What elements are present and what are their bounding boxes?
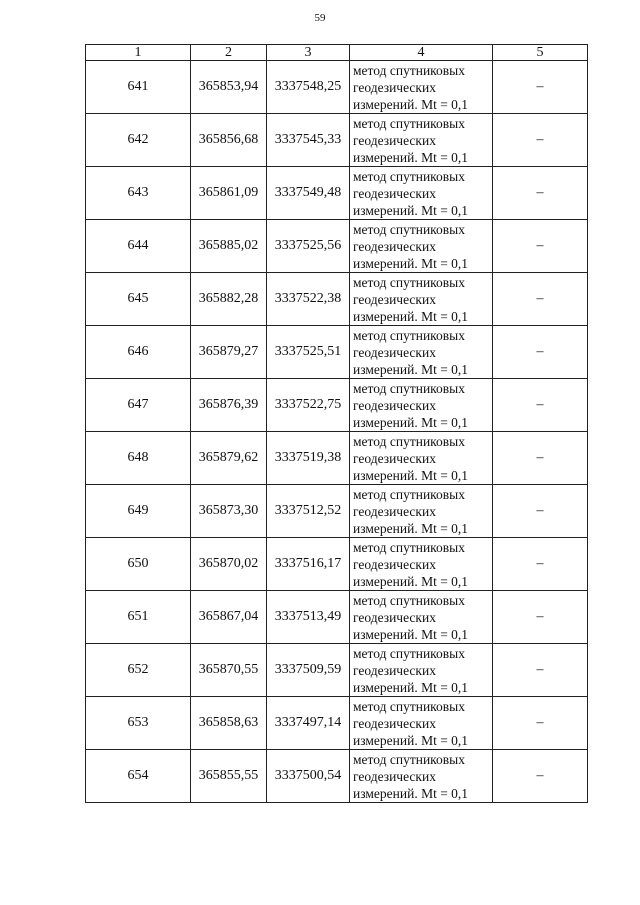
method-line: метод спутниковых bbox=[353, 751, 465, 767]
method-line: геодезических bbox=[353, 79, 436, 95]
table-row bbox=[86, 167, 588, 220]
method-cell bbox=[350, 750, 493, 803]
method-line: геодезических bbox=[353, 503, 436, 519]
method-cell bbox=[350, 326, 493, 379]
x-coordinate-cell: 365853,94 bbox=[191, 61, 267, 114]
note-cell: – bbox=[493, 697, 588, 750]
y-coordinate-cell: 3337512,52 bbox=[267, 485, 350, 538]
method-cell bbox=[350, 644, 493, 697]
method-line: измерений. Mt = 0,1 bbox=[353, 96, 469, 112]
point-number-cell: 650 bbox=[86, 538, 191, 591]
table-header-row bbox=[86, 45, 588, 61]
method-line: геодезических bbox=[353, 291, 436, 307]
table-body bbox=[86, 61, 588, 803]
method-line: измерений. Mt = 0,1 bbox=[353, 467, 469, 483]
y-coordinate-cell: 3337549,48 bbox=[267, 167, 350, 220]
table-row bbox=[86, 591, 588, 644]
method-line: измерений. Mt = 0,1 bbox=[353, 732, 469, 748]
method-cell bbox=[350, 538, 493, 591]
point-number-cell: 653 bbox=[86, 697, 191, 750]
table-row bbox=[86, 379, 588, 432]
method-line: метод спутниковых bbox=[353, 62, 465, 78]
method-cell bbox=[350, 114, 493, 167]
method-line: геодезических bbox=[353, 185, 436, 201]
table-row bbox=[86, 220, 588, 273]
method-line: измерений. Mt = 0,1 bbox=[353, 202, 469, 218]
method-line: геодезических bbox=[353, 715, 436, 731]
method-cell bbox=[350, 61, 493, 114]
method-line: метод спутниковых bbox=[353, 486, 465, 502]
header-col-2: 2 bbox=[191, 45, 267, 61]
y-coordinate-cell: 3337509,59 bbox=[267, 644, 350, 697]
y-coordinate-cell: 3337545,33 bbox=[267, 114, 350, 167]
method-cell bbox=[350, 220, 493, 273]
x-coordinate-cell: 365870,55 bbox=[191, 644, 267, 697]
x-coordinate-cell: 365885,02 bbox=[191, 220, 267, 273]
method-line: геодезических bbox=[353, 609, 436, 625]
method-line: измерений. Mt = 0,1 bbox=[353, 626, 469, 642]
method-line: метод спутниковых bbox=[353, 115, 465, 131]
method-line: метод спутниковых bbox=[353, 592, 465, 608]
method-line: измерений. Mt = 0,1 bbox=[353, 308, 469, 324]
method-line: геодезических bbox=[353, 768, 436, 784]
note-cell: – bbox=[493, 591, 588, 644]
method-line: метод спутниковых bbox=[353, 539, 465, 555]
table-row bbox=[86, 750, 588, 803]
method-line: метод спутниковых bbox=[353, 221, 465, 237]
point-number-cell: 647 bbox=[86, 379, 191, 432]
note-cell: – bbox=[493, 61, 588, 114]
method-line: метод спутниковых bbox=[353, 380, 465, 396]
note-cell: – bbox=[493, 644, 588, 697]
header-col-4: 4 bbox=[350, 45, 493, 61]
method-line: геодезических bbox=[353, 662, 436, 678]
method-line: метод спутниковых bbox=[353, 168, 465, 184]
point-number-cell: 651 bbox=[86, 591, 191, 644]
method-cell bbox=[350, 167, 493, 220]
method-cell bbox=[350, 591, 493, 644]
y-coordinate-cell: 3337513,49 bbox=[267, 591, 350, 644]
point-number-cell: 644 bbox=[86, 220, 191, 273]
point-number-cell: 643 bbox=[86, 167, 191, 220]
y-coordinate-cell: 3337519,38 bbox=[267, 432, 350, 485]
point-number-cell: 641 bbox=[86, 61, 191, 114]
x-coordinate-cell: 365873,30 bbox=[191, 485, 267, 538]
method-line: измерений. Mt = 0,1 bbox=[353, 255, 469, 271]
method-line: измерений. Mt = 0,1 bbox=[353, 785, 469, 801]
method-cell bbox=[350, 432, 493, 485]
method-line: геодезических bbox=[353, 556, 436, 572]
table-row bbox=[86, 485, 588, 538]
note-cell: – bbox=[493, 220, 588, 273]
y-coordinate-cell: 3337525,56 bbox=[267, 220, 350, 273]
table-row bbox=[86, 114, 588, 167]
x-coordinate-cell: 365879,62 bbox=[191, 432, 267, 485]
note-cell: – bbox=[493, 326, 588, 379]
table-row bbox=[86, 273, 588, 326]
point-number-cell: 654 bbox=[86, 750, 191, 803]
y-coordinate-cell: 3337548,25 bbox=[267, 61, 350, 114]
point-number-cell: 652 bbox=[86, 644, 191, 697]
note-cell: – bbox=[493, 432, 588, 485]
y-coordinate-cell: 3337497,14 bbox=[267, 697, 350, 750]
method-line: измерений. Mt = 0,1 bbox=[353, 414, 469, 430]
note-cell: – bbox=[493, 273, 588, 326]
x-coordinate-cell: 365882,28 bbox=[191, 273, 267, 326]
note-cell: – bbox=[493, 750, 588, 803]
method-line: метод спутниковых bbox=[353, 645, 465, 661]
method-line: геодезических bbox=[353, 344, 436, 360]
y-coordinate-cell: 3337516,17 bbox=[267, 538, 350, 591]
table-row bbox=[86, 697, 588, 750]
method-line: метод спутниковых bbox=[353, 698, 465, 714]
x-coordinate-cell: 365876,39 bbox=[191, 379, 267, 432]
method-line: геодезических bbox=[353, 238, 436, 254]
point-number-cell: 649 bbox=[86, 485, 191, 538]
table-row bbox=[86, 538, 588, 591]
method-line: измерений. Mt = 0,1 bbox=[353, 573, 469, 589]
x-coordinate-cell: 365858,63 bbox=[191, 697, 267, 750]
y-coordinate-cell: 3337522,75 bbox=[267, 379, 350, 432]
table-row bbox=[86, 644, 588, 697]
coordinates-table bbox=[85, 44, 588, 803]
point-number-cell: 645 bbox=[86, 273, 191, 326]
method-line: геодезических bbox=[353, 132, 436, 148]
x-coordinate-cell: 365879,27 bbox=[191, 326, 267, 379]
header-col-1: 1 bbox=[86, 45, 191, 61]
method-line: метод спутниковых bbox=[353, 327, 465, 343]
table-row bbox=[86, 432, 588, 485]
table-row bbox=[86, 326, 588, 379]
x-coordinate-cell: 365861,09 bbox=[191, 167, 267, 220]
method-line: измерений. Mt = 0,1 bbox=[353, 679, 469, 695]
point-number-cell: 646 bbox=[86, 326, 191, 379]
note-cell: – bbox=[493, 114, 588, 167]
x-coordinate-cell: 365867,04 bbox=[191, 591, 267, 644]
x-coordinate-cell: 365855,55 bbox=[191, 750, 267, 803]
x-coordinate-cell: 365856,68 bbox=[191, 114, 267, 167]
header-col-3: 3 bbox=[267, 45, 350, 61]
y-coordinate-cell: 3337522,38 bbox=[267, 273, 350, 326]
page-number: 59 bbox=[314, 12, 326, 24]
method-line: измерений. Mt = 0,1 bbox=[353, 149, 469, 165]
y-coordinate-cell: 3337500,54 bbox=[267, 750, 350, 803]
x-coordinate-cell: 365870,02 bbox=[191, 538, 267, 591]
note-cell: – bbox=[493, 538, 588, 591]
note-cell: – bbox=[493, 485, 588, 538]
point-number-cell: 642 bbox=[86, 114, 191, 167]
table-row bbox=[86, 61, 588, 114]
y-coordinate-cell: 3337525,51 bbox=[267, 326, 350, 379]
point-number-cell: 648 bbox=[86, 432, 191, 485]
method-line: геодезических bbox=[353, 450, 436, 466]
method-line: измерений. Mt = 0,1 bbox=[353, 361, 469, 377]
method-line: метод спутниковых bbox=[353, 433, 465, 449]
method-cell bbox=[350, 485, 493, 538]
method-cell bbox=[350, 697, 493, 750]
note-cell: – bbox=[493, 167, 588, 220]
note-cell: – bbox=[493, 379, 588, 432]
method-line: метод спутниковых bbox=[353, 274, 465, 290]
header-col-5: 5 bbox=[493, 45, 588, 61]
method-cell bbox=[350, 273, 493, 326]
method-cell bbox=[350, 379, 493, 432]
method-line: геодезических bbox=[353, 397, 436, 413]
method-line: измерений. Mt = 0,1 bbox=[353, 520, 469, 536]
